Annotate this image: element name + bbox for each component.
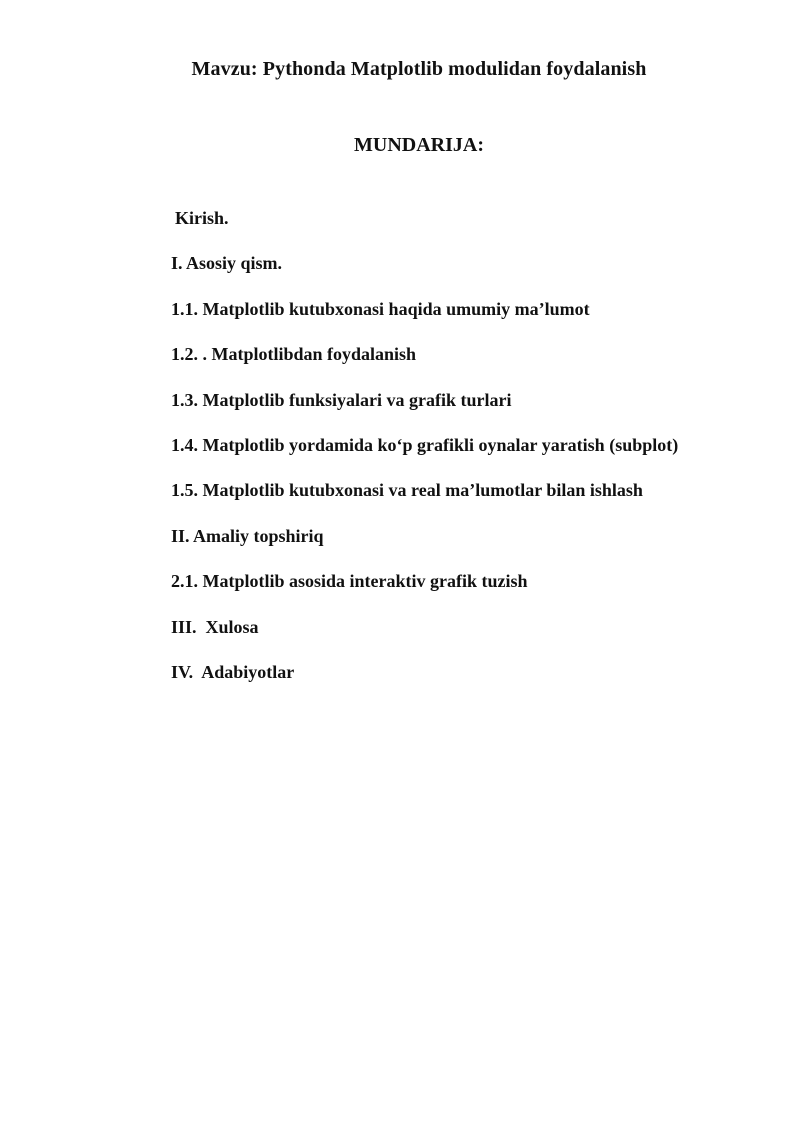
toc-item-2-1: 2.1. Matplotlib asosida interaktiv grafik tuzish [171,571,528,592]
toc-item-1-1: 1.1. Matplotlib kutubxonasi haqida umumiy ma’lumot [171,298,590,319]
topic-title: Mavzu: Pythonda Matplotlib modulidan foydalanish [191,58,647,80]
toc-item-practical-task: II. Amaliy topshiriq [171,525,324,546]
toc-item-1-2: 1.2. . Matplotlibdan foydalanish [171,344,417,365]
toc-item-main-part: I. Asosiy qism. [171,253,283,274]
toc-item-conclusion: III. Xulosa [171,616,259,637]
toc-item-1-5: 1.5. Matplotlib kutubxonasi va real ma’lumotlar bilan ishlash [171,480,643,501]
toc-heading: MUNDARIJA: [354,134,484,156]
table-of-contents [171,207,678,706]
toc-item-1-4: 1.4. Matplotlib yordamida ko‘p grafikli oynalar yaratish (subplot) [171,434,679,455]
toc-item-introduction: Kirish. [175,208,229,228]
toc-item-references: IV. Adabiyotlar [171,661,295,682]
toc-item-1-3: 1.3. Matplotlib funksiyalari va grafik turlari [171,389,512,410]
